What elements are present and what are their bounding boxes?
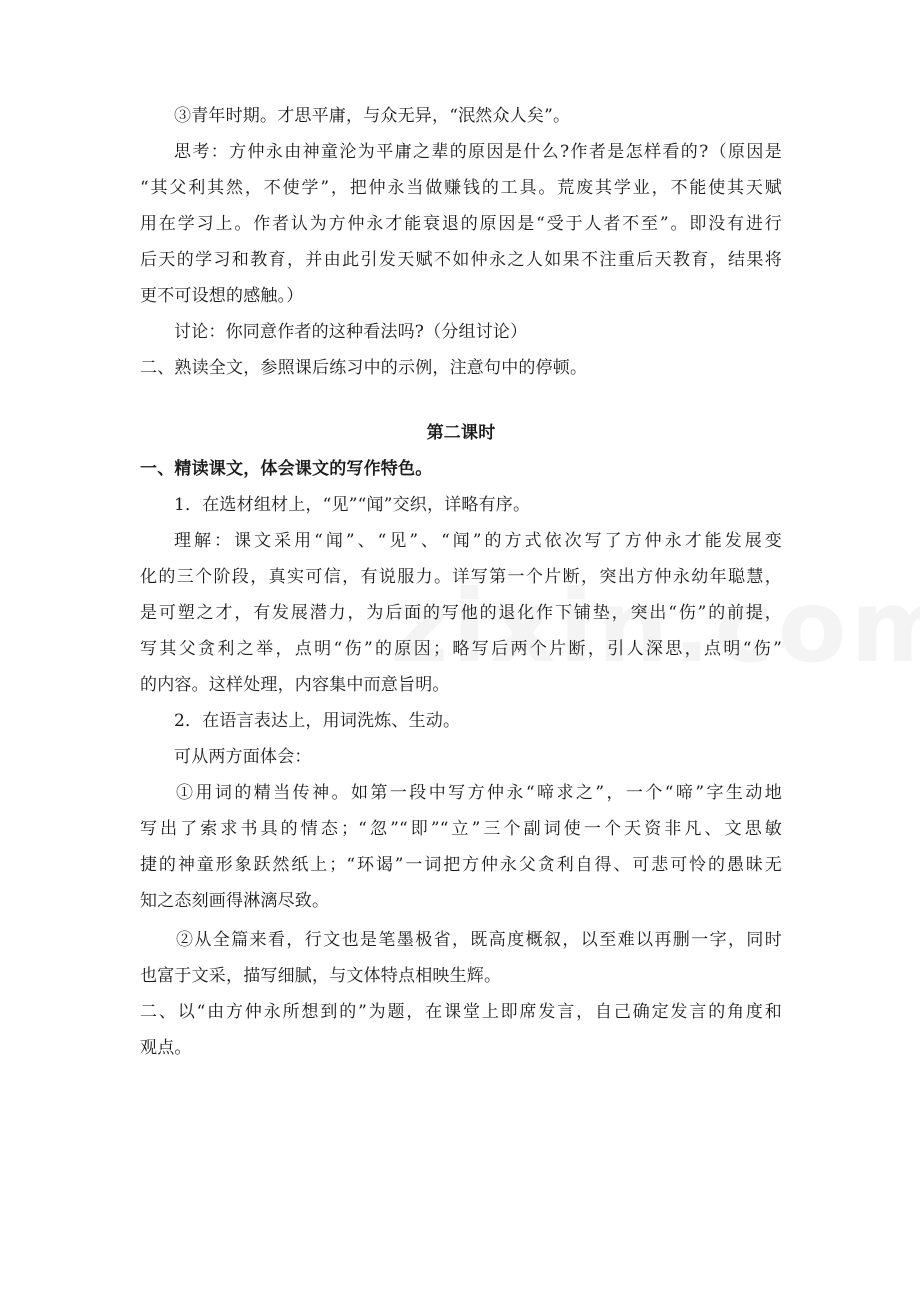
text-line: 可从两方面体会：	[174, 747, 312, 767]
section-heading: 二、熟读全文，参照课后练习中的示例，注意句中的停顿。	[140, 358, 588, 378]
paragraph-overall	[140, 928, 782, 989]
paragraph-thinking	[140, 140, 782, 309]
text-line: 是可塑之才，有发展潜力，为后面的写他的退化作下铺垫，突出“伤”的前提，	[140, 603, 782, 623]
text-line: 理解：课文采用“闻”、“见”、“闻”的方式依次写了方仲永才能发展变	[174, 531, 782, 551]
text-line: ①用词的精当传神。如第一段中写方仲永“啼求之”，一个“啼”字生动地	[176, 783, 782, 803]
paragraph-understanding	[140, 529, 782, 698]
text-line: 1．在选材组材上，“见”“闻”交织，详略有序。	[174, 495, 531, 515]
lesson-title: 第二课时	[426, 423, 496, 443]
text-line: 的内容。这样处理，内容集中而意旨明。	[140, 675, 450, 695]
text-line: 更不可设想的感触。）	[140, 286, 304, 306]
text-line: 写其父贪利之举，点明“伤”的原因；略写后两个片断，引人深思，点明“伤”	[140, 639, 782, 659]
text-line: 写出了索求书具的情态；“忽”“即”“立”三个副词使一个天资非凡、文思敏	[140, 819, 782, 839]
text-line: 化的三个阶段，真实可信，有说服力。详写第一个片断，突出方仲永幼年聪慧，	[140, 567, 782, 587]
text-line: ③青年时期。才思平庸，与众无异，“泯然众人矣”。	[174, 106, 571, 126]
section-heading-speech	[140, 1000, 782, 1061]
text-line: 也富于文采，描写细腻，与文体特点相映生辉。	[140, 966, 502, 986]
text-line: “其父利其然，不使学”，把仲永当做赚钱的工具。荒废其学业，不能使其天赋	[140, 178, 782, 198]
text-line: 2．在语言表达上，用词洗炼、生动。	[174, 711, 461, 731]
text-line: 知之态刻画得淋漓尽致。	[140, 891, 330, 911]
section-heading: 一、精读课文，体会课文的写作特色。	[140, 459, 433, 479]
text-line: 讨论：你同意作者的这种看法吗?（分组讨论）	[174, 322, 528, 342]
document-page	[140, 104, 782, 1061]
text-line: 后天的学习和教育，并由此引发天赋不如仲永之人如果不注重后天教育，结果将	[140, 250, 782, 270]
text-line: 观点。	[140, 1038, 192, 1058]
paragraph-word-choice	[140, 781, 782, 914]
text-line: 二、以“由方仲永所想到的”为题，在课堂上即席发言，自己确定发言的角度和	[140, 1002, 782, 1022]
text-line: 用在学习上。作者认为方仲永才能衰退的原因是“受于人者不至”。即没有进行	[140, 214, 782, 234]
text-line: 思考：方仲永由神童沦为平庸之辈的原因是什么?作者是怎样看的?（原因是	[174, 142, 782, 162]
text-line: 捷的神童形象跃然纸上；“环谒”一词把方仲永父贪利自得、可悲可怜的愚昧无	[140, 855, 782, 875]
text-line: ②从全篇来看，行文也是笔墨极省，既高度概叙，以至难以再删一字，同时	[176, 930, 782, 950]
